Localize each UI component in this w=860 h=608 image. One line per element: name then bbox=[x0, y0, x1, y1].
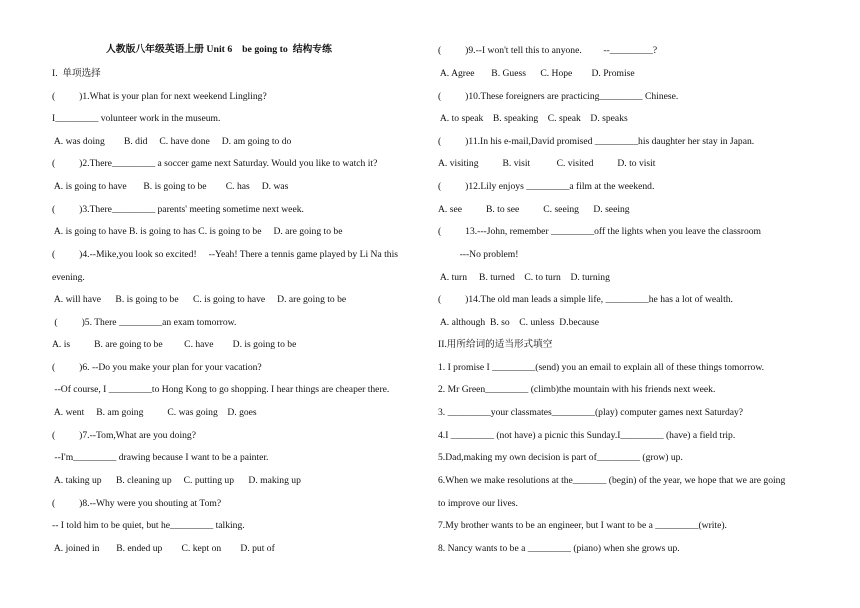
question-11: ( )11.In his e-mail,David promised _________his daughter her stay in Japan. bbox=[438, 136, 755, 147]
question-7: ( )7.--Tom,What are you doing? bbox=[52, 430, 196, 441]
question-4-continued: evening. bbox=[52, 272, 85, 283]
question-13: ( 13.---John, remember _________off the lights when you leave the classroom bbox=[438, 226, 762, 237]
fill-item-1: 1. I promise I _________(send) you an email to explain all of these things tomorrow. bbox=[438, 362, 765, 373]
question-10: ( )10.These foreigners are practicing_________ Chinese. bbox=[438, 91, 679, 102]
right-column bbox=[438, 0, 818, 608]
question-5: ( )5. There _________an exam tomorrow. bbox=[52, 317, 237, 328]
question-1-text: I_________ volunteer work in the museum. bbox=[52, 113, 221, 124]
question-1: ( )1.What is your plan for next weekend Lingling? bbox=[52, 91, 267, 102]
question-3: ( )3.There_________ parents' meeting sometime next week. bbox=[52, 204, 304, 215]
section-2-heading: II.用所给词的适当形式填空 bbox=[438, 339, 553, 350]
question-12-options: A. see B. to see C. seeing D. seeing bbox=[438, 204, 630, 215]
section-1-heading: I. 单项选择 bbox=[52, 68, 101, 79]
question-4-options: A. will have B. is going to be C. is going to have D. are going to be bbox=[52, 294, 347, 305]
question-6-options: A. went B. am going C. was going D. goes bbox=[52, 407, 257, 418]
question-12: ( )12.Lily enjoys _________a film at the weekend. bbox=[438, 181, 655, 192]
question-1-options: A. was doing B. did C. have done D. am going to do bbox=[52, 136, 292, 147]
question-7-text: --I'm_________ drawing because I want to be a painter. bbox=[52, 452, 269, 463]
question-14-options: A. although B. so C. unless D.because bbox=[438, 317, 599, 328]
fill-item-6: 6.When we make resolutions at the_______ (begin) of the year, we hope that we are going bbox=[438, 475, 786, 486]
question-2: ( )2.There_________ a soccer game next Saturday. Would you like to watch it? bbox=[52, 158, 378, 169]
question-8-options: A. joined in B. ended up C. kept on D. put of bbox=[52, 543, 275, 554]
question-11-options: A. visiting B. visit C. visited D. to visit bbox=[438, 158, 656, 169]
fill-item-3: 3. _________your classmates_________(play) computer games next Saturday? bbox=[438, 407, 744, 418]
question-6-text: --Of course, I _________to Hong Kong to go shopping. I hear things are cheaper there. bbox=[52, 384, 390, 395]
question-5-options: A. is B. are going to be C. have D. is going to be bbox=[52, 339, 297, 350]
fill-item-4: 4.I _________ (not have) a picnic this Sunday.I_________ (have) a field trip. bbox=[438, 430, 736, 441]
question-10-options: A. to speak B. speaking C. speak D. speaks bbox=[438, 113, 628, 124]
fill-item-8: 8. Nancy wants to be a _________ (piano) when she grows up. bbox=[438, 543, 680, 554]
question-3-options: A. is going to have B. is going to has C. is going to be D. are going to be bbox=[52, 226, 343, 237]
fill-item-2: 2. Mr Green_________ (climb)the mountain with his friends next week. bbox=[438, 384, 716, 395]
question-9-options: A. Agree B. Guess C. Hope D. Promise bbox=[438, 68, 635, 79]
question-7-options: A. taking up B. cleaning up C. putting up D. making up bbox=[52, 475, 301, 486]
worksheet-title: 人教版八年级英语上册 Unit 6 be going to 结构专练 bbox=[106, 44, 332, 55]
fill-item-7: 7.My brother wants to be an engineer, but I want to be a _________(write). bbox=[438, 520, 727, 531]
question-9: ( )9.--I won't tell this to anyone. --_________? bbox=[438, 45, 658, 56]
question-14: ( )14.The old man leads a simple life, _________he has a lot of wealth. bbox=[438, 294, 733, 305]
fill-item-6-continued: to improve our lives. bbox=[438, 498, 518, 509]
question-8-text: -- I told him to be quiet, but he_________ talking. bbox=[52, 520, 245, 531]
question-13-reply: ---No problem! bbox=[438, 249, 519, 260]
question-2-options: A. is going to have B. is going to be C. has D. was bbox=[52, 181, 289, 192]
question-13-options: A. turn B. turned C. to turn D. turning bbox=[438, 272, 610, 283]
question-8: ( )8.--Why were you shouting at Tom? bbox=[52, 498, 222, 509]
question-6: ( )6. --Do you make your plan for your vacation? bbox=[52, 362, 262, 373]
question-4: ( )4.--Mike,you look so excited! --Yeah! There a tennis game played by Li Na this bbox=[52, 249, 399, 260]
left-column bbox=[52, 0, 432, 608]
fill-item-5: 5.Dad,making my own decision is part of_________ (grow) up. bbox=[438, 452, 683, 463]
